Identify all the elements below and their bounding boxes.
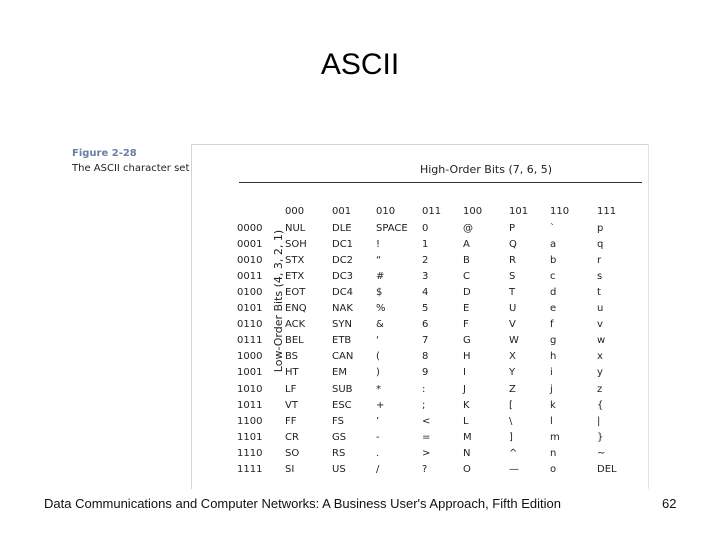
table-cell: LF <box>285 383 297 395</box>
table-cell: q <box>597 239 604 251</box>
table-cell: U <box>509 303 517 315</box>
table-cell: DC2 <box>332 255 354 267</box>
table-cell: p <box>597 223 604 234</box>
table-cell: a <box>550 239 557 251</box>
row-header: 1010 <box>237 383 263 395</box>
table-cell: 6 <box>422 319 429 331</box>
table-cell: w <box>597 335 606 347</box>
table-cell: = <box>422 431 431 443</box>
row-header: 0100 <box>237 287 263 299</box>
row-header: 0000 <box>237 223 263 234</box>
row-header: 1111 <box>237 463 263 475</box>
table-cell: GS <box>332 431 347 443</box>
column-header: 011 <box>422 206 442 217</box>
table-cell: Z <box>509 383 516 395</box>
table-cell: “ <box>376 255 382 267</box>
low-order-bits-title: Low-Order Bits (4, 3, 2, 1) <box>272 229 285 373</box>
table-cell: ESC <box>332 399 352 411</box>
column-header: 010 <box>376 206 396 217</box>
row-header: 1000 <box>237 351 263 363</box>
table-cell: h <box>550 351 557 363</box>
table-cell: e <box>550 303 557 315</box>
row-header: 0011 <box>237 271 263 283</box>
table-cell: BEL <box>285 335 304 347</box>
table-cell: ETX <box>285 271 305 283</box>
table-cell: US <box>332 463 346 475</box>
table-cell: { <box>597 399 604 411</box>
table-cell: ! <box>376 239 381 251</box>
table-cell: 3 <box>422 271 429 283</box>
table-cell: < <box>422 415 431 427</box>
table-cell: ; <box>422 399 426 411</box>
table-cell: DC3 <box>332 271 354 283</box>
column-header: 111 <box>597 206 617 217</box>
table-cell: FS <box>332 415 344 427</box>
table-cell: : <box>422 383 426 395</box>
slide-title: ASCII <box>320 48 400 81</box>
table-cell: \ <box>509 415 513 427</box>
table-cell: 0 <box>422 223 429 234</box>
table-cell: VT <box>285 399 298 411</box>
row-header: 0111 <box>237 335 263 347</box>
table-cell: . <box>376 447 380 459</box>
table-cell: A <box>463 239 470 251</box>
table-cell: # <box>376 271 385 283</box>
high-order-rule <box>239 182 642 183</box>
table-cell: DC1 <box>332 239 354 251</box>
table-cell: ? <box>422 463 428 475</box>
table-cell: ` <box>550 223 555 234</box>
table-cell: k <box>550 399 556 411</box>
table-cell: DLE <box>332 223 352 234</box>
table-cell: 5 <box>422 303 429 315</box>
row-header: 0101 <box>237 303 263 315</box>
table-cell: P <box>509 223 516 234</box>
row-header: 0010 <box>237 255 263 267</box>
table-cell: r <box>597 255 602 267</box>
table-cell: / <box>376 463 380 475</box>
table-cell: RS <box>332 447 346 459</box>
table-cell: > <box>422 447 431 459</box>
table-cell: ’ <box>376 415 380 427</box>
table-cell: * <box>376 383 381 395</box>
table-cell: t <box>597 287 601 299</box>
table-cell: u <box>597 303 604 315</box>
table-cell: SI <box>285 463 295 475</box>
table-cell: E <box>463 303 470 315</box>
row-header: 1110 <box>237 447 263 459</box>
column-header: 000 <box>285 206 305 217</box>
slide-footer: Data Communications and Computer Networks: A Business User's Approach, Fifth Edition <box>44 496 561 511</box>
table-cell: EM <box>332 367 347 379</box>
table-cell: 8 <box>422 351 429 363</box>
table-cell: R <box>509 255 516 267</box>
table-cell: - <box>376 431 380 443</box>
table-cell: | <box>597 415 601 427</box>
table-cell: f <box>550 319 554 331</box>
table-cell: n <box>550 447 557 459</box>
table-cell: ~ <box>597 447 606 459</box>
table-cell: Q <box>509 239 517 251</box>
table-cell: 7 <box>422 335 429 347</box>
table-cell: K <box>463 399 470 411</box>
table-cell: D <box>463 287 471 299</box>
table-cell: NAK <box>332 303 353 315</box>
column-header: 101 <box>509 206 529 217</box>
table-cell: N <box>463 447 471 459</box>
table-cell: L <box>463 415 469 427</box>
row-header: 1101 <box>237 431 263 443</box>
table-cell: DEL <box>597 463 617 475</box>
table-cell: H <box>463 351 471 363</box>
figure <box>63 140 648 490</box>
table-cell: ACK <box>285 319 306 331</box>
table-cell: m <box>550 431 560 443</box>
table-cell: W <box>509 335 519 347</box>
table-cell: T <box>509 287 516 299</box>
table-cell: z <box>597 383 603 395</box>
table-cell: g <box>550 335 557 347</box>
table-cell: DC4 <box>332 287 354 299</box>
table-cell: ) <box>376 367 380 379</box>
table-cell: @ <box>463 223 473 234</box>
table-cell: C <box>463 271 470 283</box>
table-cell: v <box>597 319 603 331</box>
table-cell: FF <box>285 415 297 427</box>
table-cell: + <box>376 399 385 411</box>
table-cell: 2 <box>422 255 429 267</box>
high-order-bits-title: High-Order Bits (7, 6, 5) <box>419 163 553 176</box>
table-cell: SPACE <box>376 223 408 234</box>
table-cell: M <box>463 431 472 443</box>
table-cell: ( <box>376 351 380 363</box>
table-cell: s <box>597 271 603 283</box>
table-cell: — <box>509 463 519 475</box>
table-cell: i <box>550 367 553 379</box>
row-header: 1011 <box>237 399 263 411</box>
ascii-table <box>191 144 649 489</box>
table-cell: S <box>509 271 516 283</box>
table-cell: B <box>463 255 470 267</box>
row-header: 1001 <box>237 367 263 379</box>
table-cell: $ <box>376 287 383 299</box>
column-header: 001 <box>332 206 352 217</box>
figure-label: Figure 2-28 <box>72 148 137 159</box>
table-cell: V <box>509 319 516 331</box>
table-cell: ] <box>509 431 513 443</box>
table-cell: SO <box>285 447 300 459</box>
table-cell: l <box>550 415 553 427</box>
table-cell: [ <box>509 399 513 411</box>
table-cell: NUL <box>285 223 306 234</box>
table-cell: b <box>550 255 557 267</box>
table-cell: SYN <box>332 319 352 331</box>
table-cell: Y <box>509 367 516 379</box>
table-cell: x <box>597 351 603 363</box>
table-cell: j <box>550 383 553 395</box>
table-cell: CR <box>285 431 299 443</box>
column-header: 110 <box>550 206 570 217</box>
table-cell: SUB <box>332 383 353 395</box>
table-cell: SOH <box>285 239 307 251</box>
row-header: 0001 <box>237 239 263 251</box>
column-header: 100 <box>463 206 483 217</box>
table-cell: y <box>597 367 603 379</box>
page-number: 62 <box>662 496 677 511</box>
table-cell: ^ <box>509 447 518 459</box>
table-cell: J <box>463 383 466 395</box>
table-cell: & <box>376 319 384 331</box>
table-cell: c <box>550 271 556 283</box>
figure-name: The ASCII character set <box>72 163 190 174</box>
table-cell: F <box>463 319 469 331</box>
table-cell: 4 <box>422 287 429 299</box>
table-cell: ‘ <box>376 335 380 347</box>
table-cell: EOT <box>285 287 306 299</box>
table-cell: ENQ <box>285 303 307 315</box>
table-cell: 1 <box>422 239 429 251</box>
figure-caption <box>72 146 192 176</box>
table-cell: HT <box>285 367 299 379</box>
row-header: 1100 <box>237 415 263 427</box>
table-cell: G <box>463 335 471 347</box>
table-cell: % <box>376 303 386 315</box>
table-cell: STX <box>285 255 305 267</box>
row-header: 0110 <box>237 319 263 331</box>
table-cell: CAN <box>332 351 354 363</box>
table-cell: X <box>509 351 516 363</box>
table-cell: O <box>463 463 471 475</box>
table-cell: } <box>597 431 604 443</box>
table-cell: 9 <box>422 367 429 379</box>
table-cell: BS <box>285 351 299 363</box>
table-cell: d <box>550 287 557 299</box>
table-cell: ETB <box>332 335 352 347</box>
table-cell: o <box>550 463 557 475</box>
table-cell: I <box>463 367 466 379</box>
